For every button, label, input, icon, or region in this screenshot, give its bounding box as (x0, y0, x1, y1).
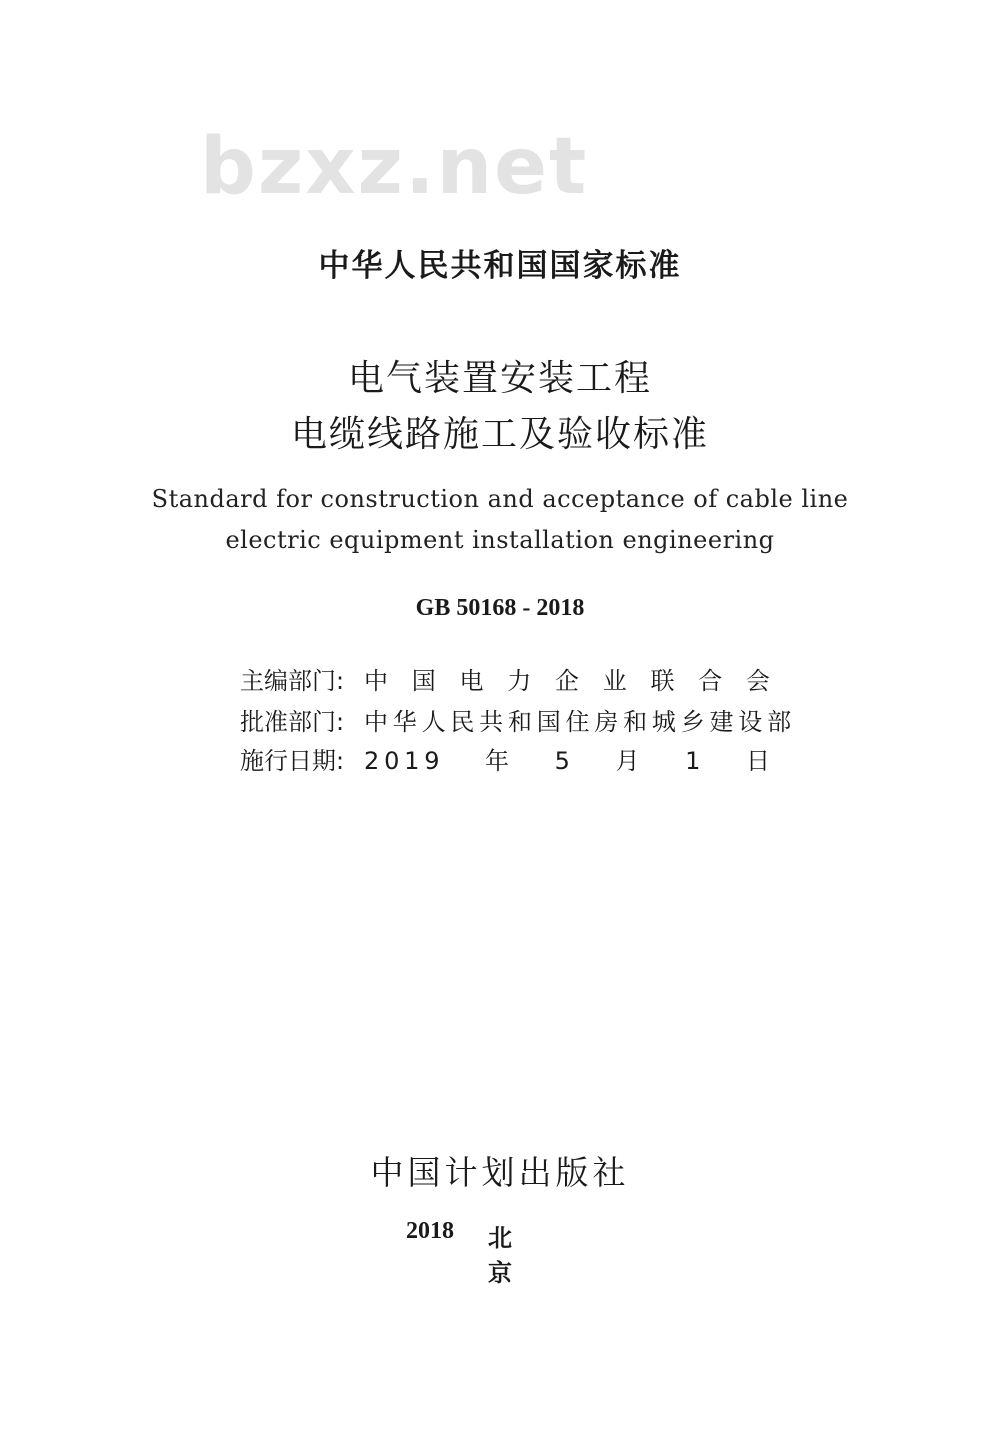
title-cn-line2: 电缆线路施工及验收标准 (290, 414, 709, 455)
publication-line (400, 1218, 600, 1287)
watermark-logo: bzxz.net (200, 122, 589, 212)
publisher-name: 中国计划出版社 (370, 1153, 630, 1192)
publication-year: 2018 (406, 1218, 454, 1244)
title-en-line2: electric equipment installation engineering (225, 526, 775, 554)
publication-city: 北京 (488, 1226, 568, 1287)
info-value: 中 国 电 力 企 业 联 合 会 (364, 667, 770, 695)
info-label: 施行日期: (240, 747, 345, 775)
info-value: 中 华 人 民 共 和 国 住 房 和 城 乡 建 设 部 (364, 708, 792, 736)
info-label: 批准部门: (240, 708, 345, 736)
info-label: 主编部门: (240, 667, 345, 695)
info-row-approval (240, 705, 792, 739)
title-en-line1: Standard for construction and acceptance of cable line (151, 485, 849, 513)
info-row-effective-date (240, 744, 770, 778)
title-cn-line1: 电气装置安装工程 (347, 358, 652, 399)
national-standard-heading: 中华人民共和国国家标准 (318, 248, 682, 284)
standard-code: GB 50168 - 2018 (415, 595, 585, 621)
info-row-chief-editor (240, 664, 770, 698)
info-value: 2 0 1 9 年 5 月 1 日 (364, 747, 770, 775)
